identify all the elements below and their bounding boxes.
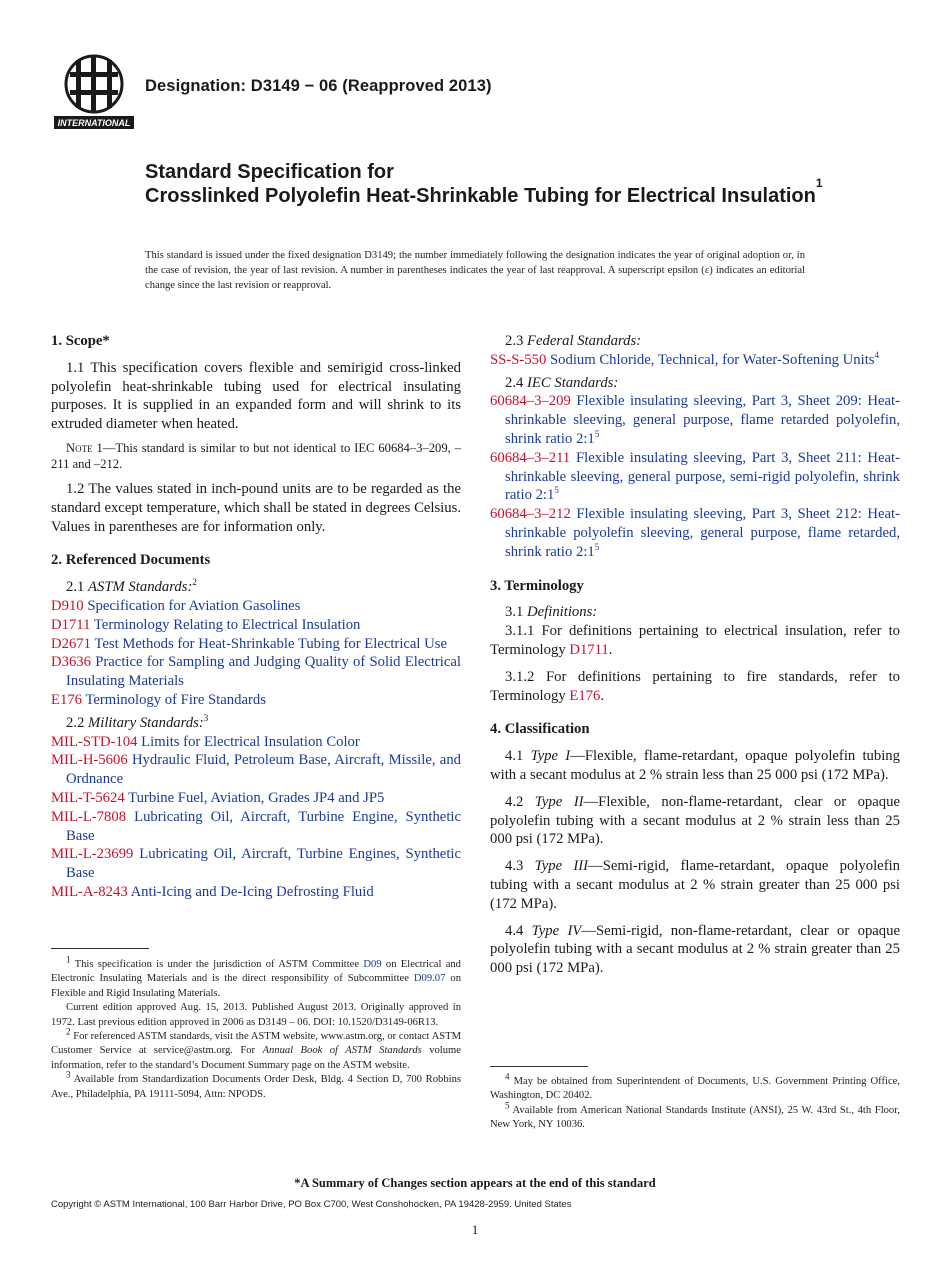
section-2-heading: 2. Referenced Documents — [51, 552, 211, 569]
footnote-rule-left — [51, 948, 149, 949]
link-d1711[interactable]: D1711 — [569, 641, 609, 658]
link-e176[interactable]: E176 — [569, 687, 601, 704]
ref-mil-t-5624[interactable]: MIL-T-5624 Turbine Fuel, Aviation, Grades JP4 and JP5 — [51, 789, 385, 806]
title-line1: Standard Specification for — [145, 161, 394, 183]
astm-logo — [52, 50, 136, 132]
designation: Designation: D3149 − 06 (Reapproved 2013) — [145, 77, 492, 95]
ref-mil-h-5606[interactable]: MIL-H-5606 Hydraulic Fluid, Petroleum Base, Aircraft, Missile, and Ordnance — [51, 752, 462, 788]
ref-mil-std-104[interactable]: MIL-STD-104 Limits for Electrical Insulation Color — [51, 733, 360, 750]
ref-mil-a-8243[interactable]: MIL-A-8243 Anti-Icing and De-Icing Defrosting Fluid — [51, 883, 374, 900]
iec-standards-label: 2.4 IEC Standards: — [505, 374, 619, 391]
footnote-4: $^4$ May be obtained from Superintendent of Documents, U.S. Government Printing Office, Washington, DC 20402. — [490, 1071, 901, 1102]
para-4-1: 4.1 Type I—Flexible, flame-retardant, opaque polyolefin tubing with a secant modulus at 2 % strain less than 25 000 psi (172 MPa). — [490, 748, 900, 783]
ref-mil-l-23699[interactable]: MIL-L-23699 Lubricating Oil, Aircraft, Turbine Engines, Synthetic Base — [51, 846, 462, 882]
ref-d2671[interactable]: D2671 Test Methods for Heat-Shrinkable Tubing for Electrical Use — [51, 635, 448, 652]
title-footnote-mark: 1 — [815, 176, 823, 190]
logo-label: INTERNATIONAL — [57, 118, 131, 128]
footnote-5: $^5$ Available from American National Standards Institute (ANSI), 25 W. 43rd St., 4th Floor, New York, NY 10036. — [490, 1100, 900, 1131]
military-standards-label: 2.2 Military Standards:$^3$ — [66, 712, 209, 731]
ref-d910[interactable]: D910 Specification for Aviation Gasolines — [51, 597, 301, 614]
ref-d1711[interactable]: D1711 Terminology Relating to Electrical Insulation — [51, 616, 361, 633]
para-4-4: 4.4 Type IV—Semi-rigid, non-flame-retardant, clear or opaque polyolefin tubing with a secant modulus at 2 % strain greater than 25 000 psi (172 MPa). — [490, 922, 901, 977]
title-block — [145, 160, 845, 208]
definitions-label: 3.1 Definitions: — [505, 604, 598, 621]
footnotes-left — [51, 954, 462, 1102]
summary-of-changes-notice: *A Summary of Changes section appears at the end of this standard — [294, 1176, 656, 1190]
note-1: Note 1—This standard is similar to but not identical to IEC 60684–3–209, –211 and –212. — [51, 440, 461, 471]
para-1-1: 1.1 This specification covers flexible and semirigid cross-linked polyolefin heat-shrinkable tubing used for electrical insulating purposes. It is supplied in an expanded form and will shrink to its extruded diameter when heated. — [51, 359, 461, 433]
footnote-1-edition: Current edition approved Aug. 15, 2013. Published August 2013. Originally approved in 1972. Last previous edition approved in 2006 as D3149 – 06. DOI: 10.1520/D3149-06R13. — [51, 1002, 461, 1028]
section-1-heading: 1. Scope* — [51, 333, 110, 349]
federal-standards-label: 2.3 Federal Standards: — [505, 333, 642, 349]
para-1-2: 1.2 The values stated in inch-pound units are to be regarded as the standard except temperature, which shall be stated in degrees Celsius. Values in parentheses are for information only. — [51, 480, 461, 535]
astm-standards-label: 2.1 ASTM Standards:$^2$ — [66, 577, 197, 596]
military-refs — [51, 733, 461, 902]
para-4-2: 4.2 Type II—Flexible, non-flame-retardant, clear or opaque polyolefin tubing with a secant modulus at 2 % strain less than 25 000 psi (172 MPa). — [490, 793, 901, 848]
ref-d3636[interactable]: D3636 Practice for Sampling and Judging Quality of Solid Electrical Insulating Materials — [51, 654, 462, 690]
footnote-1: $^1$ This specification is under the jurisdiction of ASTM Committee D09 on Electrical and Electronic Insulating Materials and is the direct responsibility of Subcommittee D09.07 on Flexible and Rigid Insulating Materials. — [51, 954, 461, 999]
para-4-3: 4.3 Type III—Semi-rigid, flame-retardant, opaque polyolefin tubing with a secant modulus at 2 % strain greater than 25 000 psi (172 MPa). — [490, 858, 901, 912]
right-column — [490, 332, 900, 978]
astm-refs — [51, 597, 461, 710]
footnotes-right — [490, 1071, 901, 1133]
ref-iec-211[interactable]: 60684–3–211 Flexible insulating sleeving, Part 3, Sheet 211: Heat-shrinkable sleeving, general purpose, semi-rigid polyolefin, shrink ratio $2:1^5$ — [490, 449, 900, 504]
footnote-rule-right — [490, 1066, 588, 1067]
ref-e176[interactable]: E176 Terminology of Fire Standards — [51, 691, 266, 708]
link-d09-07[interactable]: D09.07 — [413, 973, 446, 985]
para-3-1-2: 3.1.2 For definitions pertaining to fire standards, refer to Terminology E176. — [490, 668, 900, 704]
ref-iec-212[interactable]: 60684–3–212 Flexible insulating sleeving, Part 3, Sheet 212: Heat-shrinkable polyolefin sleeving, general purpose, flame retarded, shrink ratio $2:1^5$ — [490, 506, 900, 560]
ref-ss-s-550[interactable]: SS-S-550 Sodium Chloride, Technical, for Water-Softening Units$^4$ — [490, 349, 880, 368]
para-3-1-1: 3.1.1 For definitions pertaining to electrical insulation, refer to Terminology D1711. — [490, 623, 900, 658]
footnote-2: $^2$ For referenced ASTM standards, visit the ASTM website, www.astm.org, or contact ASTM Customer Service at service@astm.org. For Annual Book of ASTM Standards volume information, refer to the standard’s Document Summary page on the ASTM website. — [51, 1026, 462, 1071]
left-column — [51, 332, 461, 902]
abstract: This standard is issued under the fixed designation D3149; the number immediately following the designation indicates the year of original adoption or, in the case of revision, the year of last revision. A number in parentheses indicates the year of last reapproval. A superscript epsilon (ε) indicates an editorial change since the last revision or reapproval. — [145, 250, 805, 291]
page-number: 1 — [471, 1222, 479, 1237]
ref-iec-209[interactable]: 60684–3–209 Flexible insulating sleeving, Part 3, Sheet 209: Heat-shrinkable sleeving, general purpose, flame retarded polyolefin, shrink ratio $2:1^5$ — [490, 393, 900, 447]
section-3-heading: 3. Terminology — [490, 577, 584, 594]
footnote-3: $^3$ Available from Standardization Documents Order Desk, Bldg. 4 Section D, 700 Robbins Ave., Philadelphia, PA 19111-5094, Attn: NPODS. — [51, 1069, 461, 1100]
ref-mil-l-7808[interactable]: MIL-L-7808 Lubricating Oil, Aircraft, Turbine Engine, Synthetic Base — [51, 808, 462, 844]
section-4-heading: 4. Classification — [490, 721, 590, 738]
copyright: Copyright © ASTM International, 100 Barr Harbor Drive, PO Box C700, West Conshohocken, PA 19428-2959. United States — [51, 1199, 572, 1210]
link-d09[interactable]: D09 — [363, 959, 382, 970]
title-line2: Crosslinked Polyolefin Heat-Shrinkable Tubing for Electrical Insulation$^1$ — [145, 176, 823, 207]
